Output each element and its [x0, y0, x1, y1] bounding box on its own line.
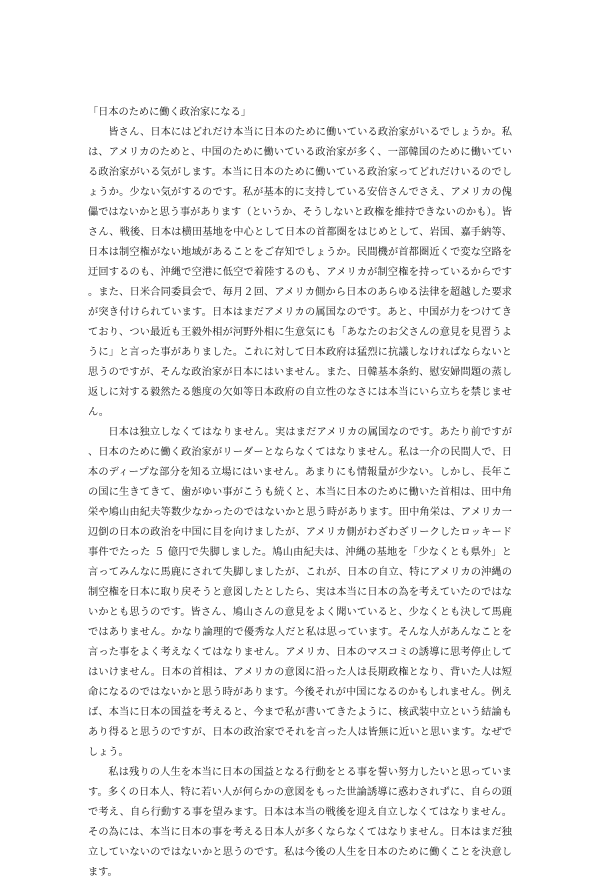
body-paragraph-1: 皆さん、日本にはどれだけ本当に日本のために働いている政治家がいるでしょうか。私は、アメリカのためと、中国のために働いている政治家が多く、一部韓国のために働いている政治家がいる気がします。本当に日本のために働いている政治家ってどれだけいるのでしょうか。少ない気がするのです。私が基本的に支持している安倍さんでさえ、アメリカの傀儡ではないかと思う事があります（というか、そうしないと政権を維持できないのかも）。皆さん、戦後、日本は横田基地を中心として日本の首都圏をはじめとして、岩国、嘉手納等、日本は制空権がない地域があることをご存知でしょうか。民間機が首都圏近くで変な空路を迂回するのも、沖縄で空港に低空で着陸するのも、アメリカが制空権を持っているからです。また、日米合同委員会で、毎月２回、アメリカ側から日本のあらゆる法律を超越した要求が突き付けられています。日本はまだアメリカの属国なのです。あと、中国が力をつけてきており、つい最近も王毅外相が河野外相に生意気にも「あなたのお父さんの意見を見習うように」と言った事がありました。これに対して日本政府は猛烈に抗議しなければならないと思うのですが、そんな政治家が日本にはいません。また、日韓基本条約、慰安婦問題の蒸し返しに対する毅然たる態度の欠如等日本政府の自立性のなさには本当にいら立ちを禁じません。: [88, 127, 512, 418]
body-paragraph-2: 日本は独立しなくてはなりません。実はまだアメリカの属国なのです。あたり前ですが、日本のために働く政治家がリーダーとならなくてはなりません。私は一介の民間人で、日本のディープな部分を知る立場にはいません。あまりにも情報量が少ない。しかし、長年この国に生きてきて、歯がゆい事がこうも続くと、本当に日本のために働いた首相は、田中角栄や鳩山由紀夫等数少なかったのではないかと思う時があります。田中角栄は、アメリカ一辺倒の日本の政治を中国に目を向けましたが、アメリカ側がわざわざリークしたロッキード事件でたった ５ 億円で失脚しました。鳩山由紀夫は、沖縄の基地を「少なくとも県外」と言ってみんなに馬鹿にされて失脚しましたが、これが、日本の自立、特にアメリカの沖縄の制空権を日本に取り戻そうと意図したとしたら、実は本当に日本の為を考えていたのではないかとも思うのです。皆さん、鳩山さんの意見をよく聞いていると、少なくとも決して馬鹿ではありません。かなり論理的で優秀な人だと私は思っています。そんな人があんなことを言った事をよく考えなくてはなりません。アメリカ、日本のマスコミの誘導に思考停止してはいけません。日本の首相は、アメリカの意図に沿った人は長期政権となり、背いた人は短命になるのではないかと思う時があります。今後それが中国になるのかもしれません。例えば、本当に日本の国益を考えると、今まで私が書いてきたように、核武装中立という結論もあり得ると思うのですが、日本の政治家でそれを言った人は皆無に近いと思います。なぜでしょう。: [88, 427, 512, 758]
document-title: 「日本のために働く政治家になる」: [88, 107, 251, 118]
document-page: [88, 103, 512, 883]
body-paragraph-3: 私は残りの人生を本当に日本の国益となる行動をとる事を誓い努力したいと思っています。多くの日本人、特に若い人が何らかの意図をもった世論誘導に惑わされずに、自らの頭で考え、自ら行動する事を望みます。日本は本当の戦後を迎え自立しなくてはなりません。その為には、本当に日本の事を考える日本人が多くならなくてはなりません。日本はまだ独立していないのではないかと思うのです。私は今後の人生を日本のために働くことを決意します。: [88, 767, 512, 878]
